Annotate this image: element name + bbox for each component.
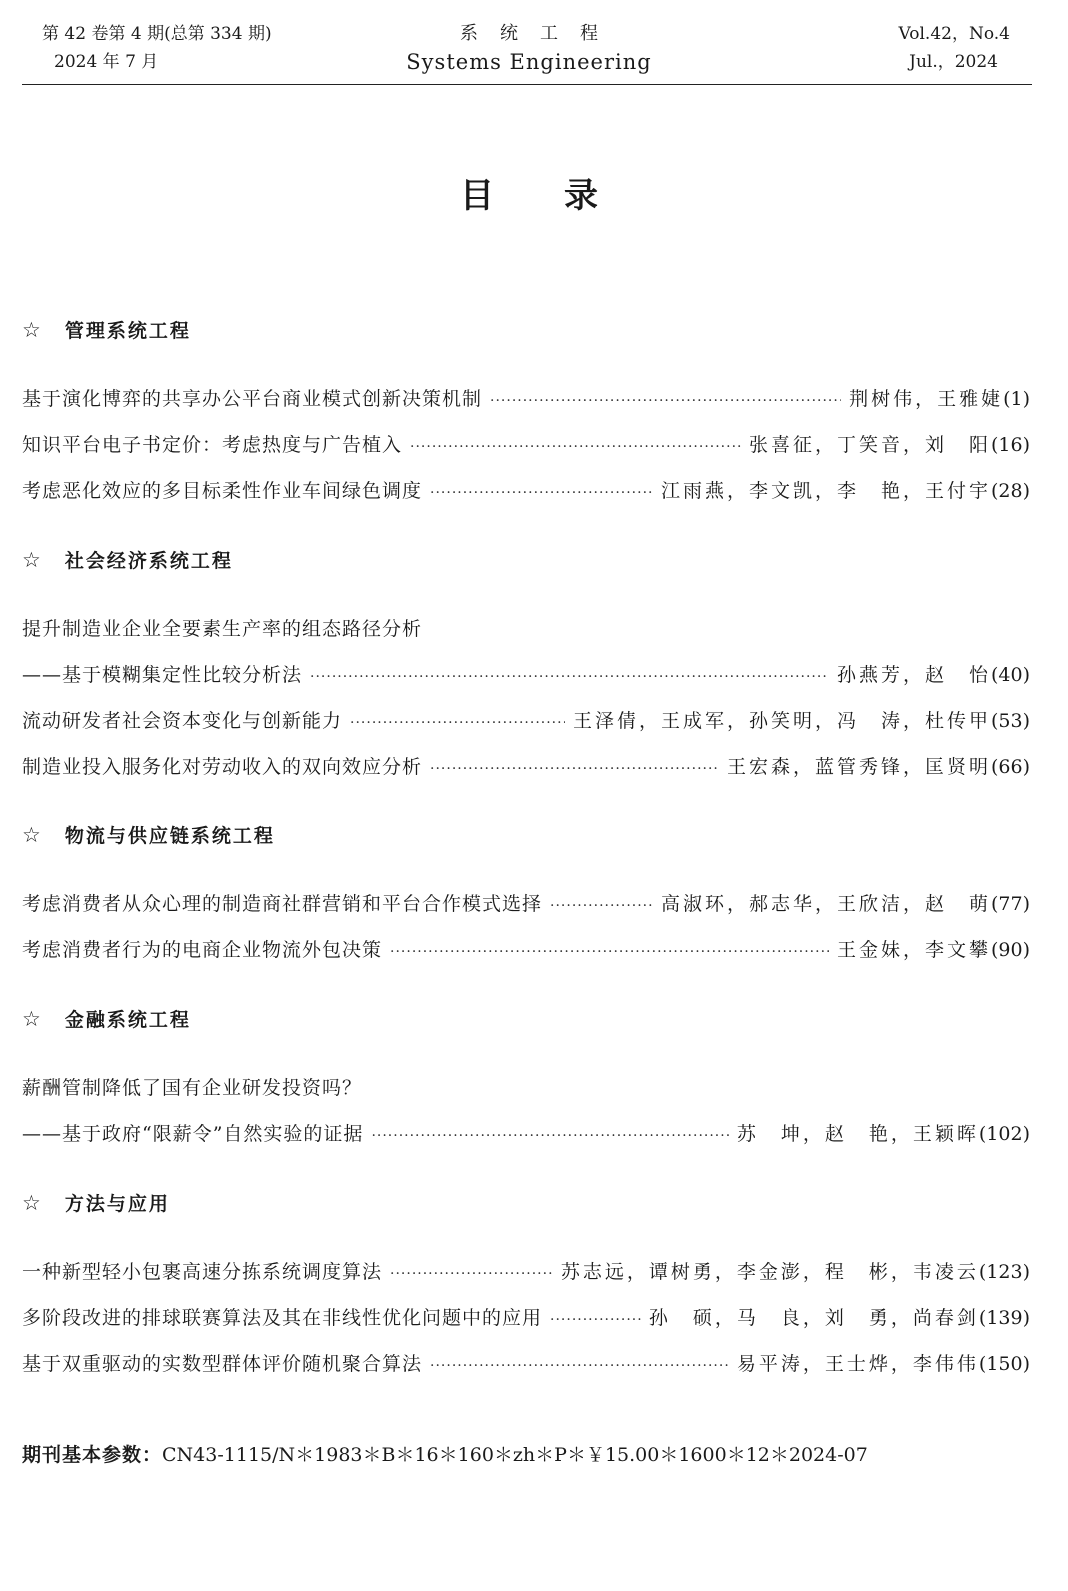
article-title-line[interactable]: 提升制造业企业全要素生产率的组态路径分析 [22, 618, 423, 640]
article-title: 考虑恶化效应的多目标柔性作业车间绿色调度 [22, 480, 423, 502]
journal-parameters [22, 1440, 868, 1467]
issue-number: 第 42 卷第 4 期(总第 334 期) [42, 24, 272, 44]
article-page: (16) [990, 434, 1030, 456]
article-authors: 孙 硕，马 良，刘 勇，尚春剑 [648, 1307, 979, 1329]
article-subtitle: ——基于模糊集定性比较分析法 [22, 664, 303, 686]
section-heading [22, 546, 233, 573]
article-authors: 孙燕芳，赵 怡 [836, 664, 991, 686]
section-heading [22, 821, 275, 848]
toc-entry[interactable] [22, 660, 1030, 690]
article-authors: 王宏森，蓝管秀锋，匡贤明 [726, 756, 991, 778]
article-authors: 苏志远，谭树勇，李金澎，程 彬，韦凌云 [560, 1261, 979, 1283]
leader-dots [430, 484, 653, 503]
article-authors: 高淑环，郝志华，王欣洁，赵 萌 [660, 893, 991, 915]
leader-dots [430, 760, 719, 779]
toc-entry[interactable] [22, 476, 1030, 506]
leader-dots [550, 897, 653, 916]
article-authors: 王金妹，李文攀 [836, 939, 991, 961]
section-name: 管理系统工程 [64, 320, 191, 342]
toc-entry[interactable] [22, 1257, 1030, 1287]
leader-dots [410, 438, 741, 457]
article-authors: 王泽倩，王成军，孙笑明，冯 涛，杜传甲 [572, 710, 991, 732]
leader-dots [390, 1265, 553, 1284]
article-page: (53) [990, 710, 1030, 732]
journal-name-cn: 系统工程 [460, 23, 620, 44]
article-page: (123) [978, 1261, 1030, 1283]
toc-entry[interactable] [22, 384, 1030, 414]
leader-dots [390, 943, 829, 962]
article-title: 基于演化博弈的共享办公平台商业模式创新决策机制 [22, 388, 483, 410]
volume-info [899, 20, 1010, 76]
toc-entry[interactable] [22, 752, 1030, 782]
toc-entry[interactable] [22, 1349, 1030, 1379]
article-title: 一种新型轻小包裹高速分拣系统调度算法 [22, 1261, 383, 1283]
leader-dots [550, 1311, 641, 1330]
article-title: 流动研发者社会资本变化与创新能力 [22, 710, 343, 732]
article-title: 多阶段改进的排球联赛算法及其在非线性优化问题中的应用 [22, 1307, 543, 1329]
page-title-char-2: 录 [564, 176, 598, 216]
journal-parameters-label: 期刊基本参数： [22, 1444, 163, 1466]
volume-date: Jul.，2024 [909, 52, 998, 72]
article-page: (40) [990, 664, 1030, 686]
toc-entry[interactable] [22, 935, 1030, 965]
leader-dots [490, 392, 841, 411]
header-rule [22, 84, 1032, 85]
journal-parameters-value: CN43-1115/N＊1983＊B＊16＊160＊zh＊P＊￥15.00＊1600＊12＊2024-07 [162, 1444, 868, 1466]
article-authors: 荆树伟，王雅婕 [849, 388, 1004, 410]
section-heading [22, 1189, 170, 1216]
article-title: 考虑消费者从众心理的制造商社群营销和平台合作模式选择 [22, 893, 543, 915]
article-page: (139) [978, 1307, 1030, 1329]
leader-dots [371, 1127, 728, 1146]
journal-name-en: Systems Engineering [406, 50, 652, 74]
page-title [0, 168, 1058, 217]
issue-date: 2024 年 7 月 [54, 52, 159, 72]
article-subtitle: ——基于政府“限薪令”自然实验的证据 [22, 1123, 364, 1145]
section-heading [22, 1005, 191, 1032]
article-authors: 苏 坤，赵 艳，王颖晖 [736, 1123, 979, 1145]
section-name: 社会经济系统工程 [64, 550, 233, 572]
article-page: (28) [990, 480, 1030, 502]
article-title-line[interactable]: 薪酬管制降低了国有企业研发投资吗？ [22, 1077, 363, 1099]
article-authors: 张喜征，丁笑音，刘 阳 [748, 434, 991, 456]
star-icon: ☆ [22, 548, 43, 572]
toc-entry[interactable] [22, 889, 1030, 919]
leader-dots [310, 668, 829, 687]
section-name: 物流与供应链系统工程 [64, 825, 275, 847]
star-icon: ☆ [22, 823, 43, 847]
toc-entry[interactable] [22, 430, 1030, 460]
article-title: 基于双重驱动的实数型群体评价随机聚合算法 [22, 1353, 423, 1375]
section-name: 方法与应用 [64, 1193, 170, 1215]
article-title: 知识平台电子书定价：考虑热度与广告植入 [22, 434, 403, 456]
star-icon: ☆ [22, 318, 43, 342]
toc-entry[interactable] [22, 1119, 1030, 1149]
star-icon: ☆ [22, 1007, 43, 1031]
leader-dots [430, 1357, 729, 1376]
volume-number: Vol.42，No.4 [898, 24, 1010, 44]
article-authors: 江雨燕，李文凯，李 艳，王付宇 [660, 480, 991, 502]
article-page: (102) [978, 1123, 1030, 1145]
page-title-char-1: 目 [460, 176, 494, 216]
article-page: (90) [990, 939, 1030, 961]
article-authors: 易平涛，王士烨，李伟伟 [736, 1353, 979, 1375]
article-page: (66) [990, 756, 1030, 778]
section-name: 金融系统工程 [64, 1009, 191, 1031]
section-heading [22, 316, 191, 343]
toc-entry[interactable] [22, 706, 1030, 736]
star-icon: ☆ [22, 1191, 43, 1215]
article-title: 制造业投入服务化对劳动收入的双向效应分析 [22, 756, 423, 778]
article-page: (77) [990, 893, 1030, 915]
article-page: (150) [978, 1353, 1030, 1375]
toc-entry[interactable] [22, 1303, 1030, 1333]
leader-dots [350, 714, 565, 733]
article-title: 考虑消费者行为的电商企业物流外包决策 [22, 939, 383, 961]
article-page: (1) [1003, 388, 1030, 410]
